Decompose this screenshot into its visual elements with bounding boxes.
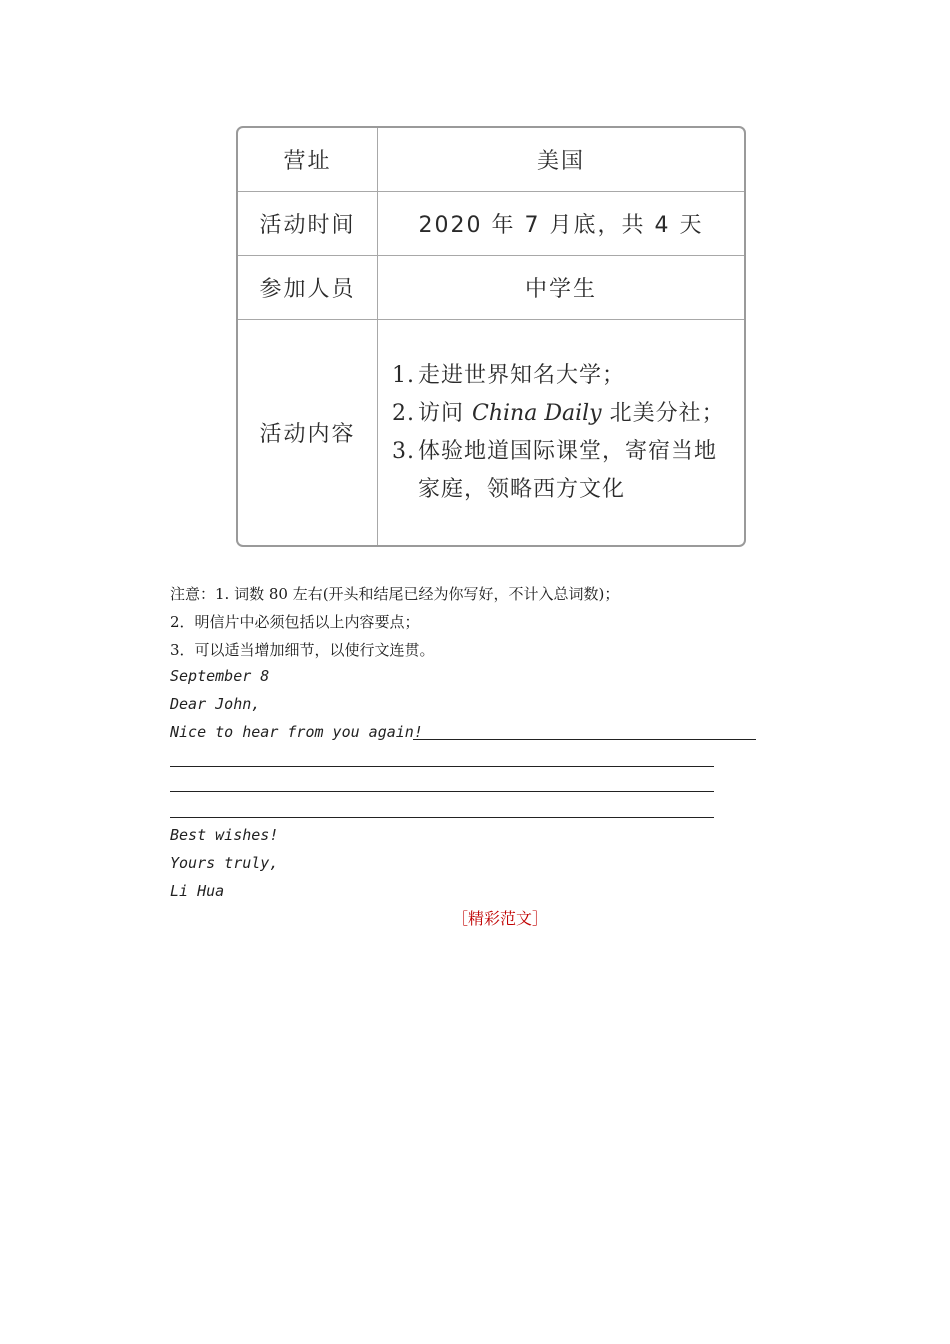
value-time: 2020 年 7 月底，共 4 天 xyxy=(378,192,744,256)
content-list xyxy=(392,357,734,509)
item-number: 1. xyxy=(392,362,415,388)
item-text: 访问 xyxy=(418,400,472,426)
activity-info-table xyxy=(236,126,746,547)
content-list-cell xyxy=(378,320,744,545)
letter-closing-best: Best wishes! xyxy=(170,826,279,844)
value-venue: 美国 xyxy=(378,128,744,192)
content-item-3 xyxy=(392,433,734,509)
label-venue: 营址 xyxy=(238,128,378,192)
content-item-2 xyxy=(392,395,734,433)
letter-salutation: Dear John, xyxy=(170,695,261,713)
model-essay-heading: ［精彩范文］ xyxy=(452,909,549,928)
instructions xyxy=(170,580,619,664)
item-number: 2. xyxy=(392,400,415,426)
answer-line-4[interactable] xyxy=(170,817,714,818)
answer-line-2[interactable] xyxy=(170,766,714,767)
content-item-1 xyxy=(392,357,734,395)
label-participants: 参加人员 xyxy=(238,256,378,320)
letter-opening: Nice to hear from you again! xyxy=(170,723,423,741)
label-content: 活动内容 xyxy=(238,320,378,545)
item-text: 走进世界知名大学； xyxy=(418,362,626,388)
item-number: 3. xyxy=(392,438,415,464)
letter-date: September 8 xyxy=(170,667,270,685)
letter-closing-yours: Yours truly, xyxy=(170,854,279,872)
item-english-name: China Daily xyxy=(472,400,602,426)
answer-line-1[interactable] xyxy=(413,739,756,740)
item-text-after: 北美分社； xyxy=(601,400,725,426)
item-text: 体验地道国际课堂，寄宿当地家庭，领略西方文化 xyxy=(418,438,718,502)
value-participants: 中学生 xyxy=(378,256,744,320)
instruction-2: 2．明信片中必须包括以上内容要点； xyxy=(170,613,420,631)
instruction-3: 3．可以适当增加细节，以使行文连贯。 xyxy=(170,641,435,659)
letter-signature: Li Hua xyxy=(170,882,225,900)
answer-line-3[interactable] xyxy=(170,791,714,792)
instruction-1: 注意：1. 词数 80 左右(开头和结尾已经为你写好，不计入总词数)； xyxy=(170,585,620,603)
label-time: 活动时间 xyxy=(238,192,378,256)
